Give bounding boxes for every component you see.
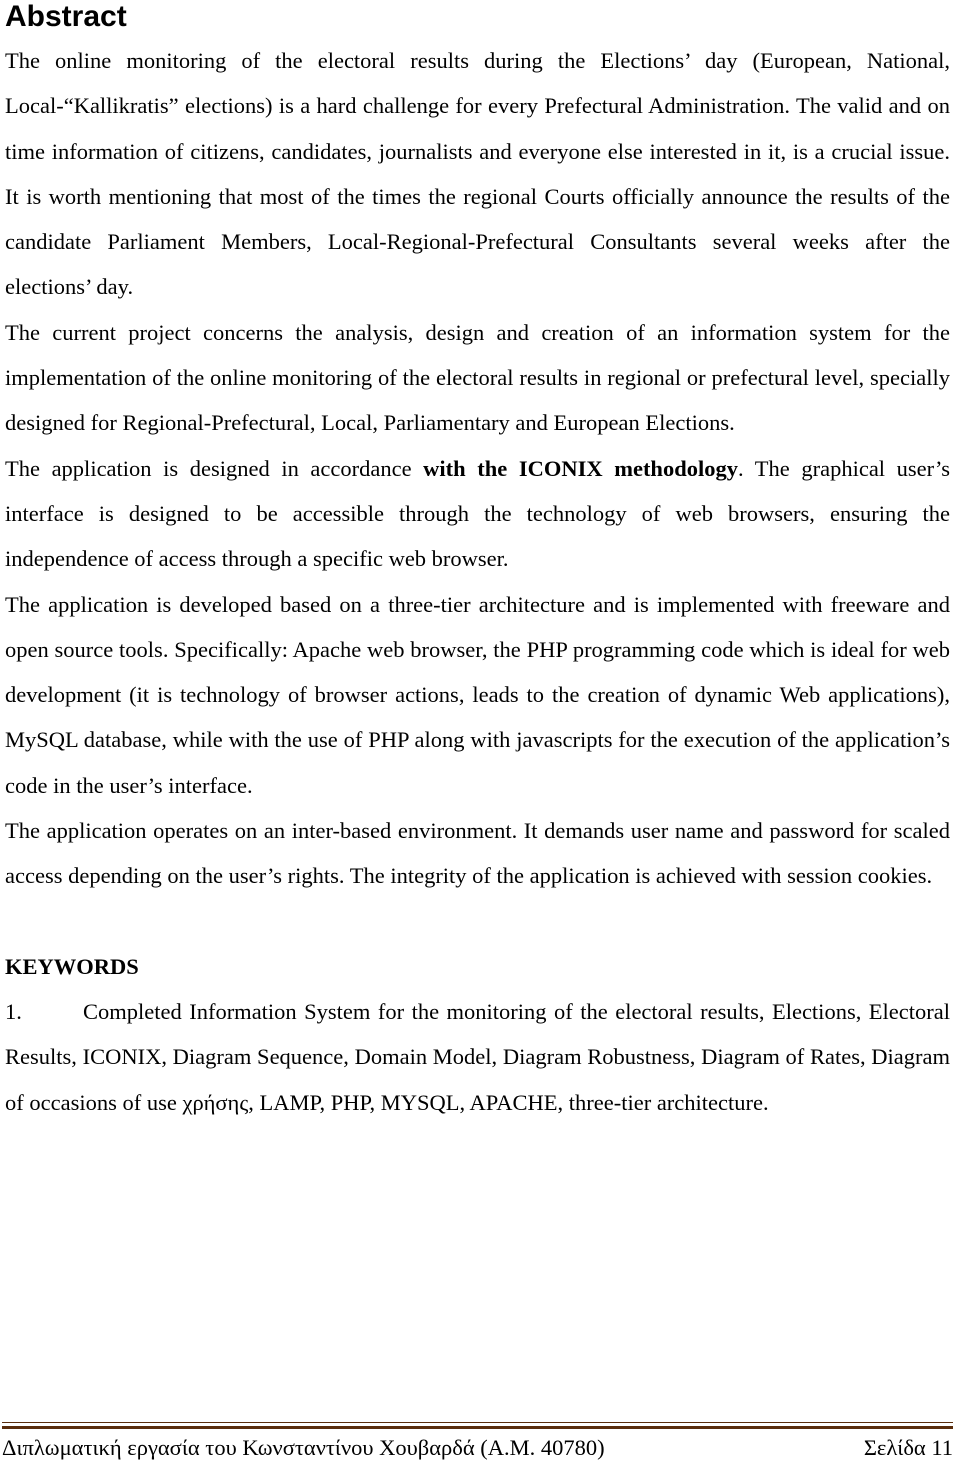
paragraph-text: The current project concerns the analysis, design and creation of an information system for the implementation of the online monitoring of the electoral results in regional or prefectural level, specially designed for Regional-Prefectural, Local, Parliamentary and European Elections. <box>5 319 950 436</box>
page-title: Abstract <box>5 0 127 33</box>
page-footer <box>2 1433 953 1463</box>
abstract-paragraph-1 <box>5 38 950 310</box>
paragraph-text: The application is developed based on a three-tier architecture and is implemented with freeware and open source tools. Specifically: Apache web browser, the PHP programming code which is ideal for web development (it is technology of browser actions, leads to the creation of dynamic Web applications), MySQL database, while with the use of PHP along with javascripts for the execution of the application’s code in the user’s interface. <box>5 591 950 798</box>
footer-divider-thick <box>2 1426 953 1429</box>
abstract-paragraph-2 <box>5 310 950 446</box>
footer-author: Διπλωματική εργασία του Κωνσταντίνου Χουβαρδά (Α.Μ. 40780) <box>2 1435 605 1460</box>
abstract-paragraph-4 <box>5 582 950 808</box>
abstract-paragraph-3 <box>5 446 950 582</box>
document-page <box>5 0 950 1125</box>
paragraph-bold-text: with the ICONIX methodology <box>423 455 738 481</box>
paragraph-text: The application is designed in accordance <box>5 455 424 481</box>
abstract-paragraph-5 <box>5 808 950 899</box>
keywords-heading: KEYWORDS <box>5 953 139 979</box>
paragraph-text: . The graphical user’s interface is designed to be accessible through the technology of web browsers, ensuring the independence of access through a specific web browser. <box>5 455 950 572</box>
keywords-text: Completed Information System for the monitoring of the electoral results, Elections, Electoral Results, ICONIX, Diagram Sequence, Domain Model, Diagram Robustness, Diagram of Rates, Diagram of occasions of use χρήσης, LAMP, PHP, MYSQL, APACHE, three-tier architecture. <box>5 998 950 1115</box>
paragraph-text: The online monitoring of the electoral results during the Elections’ day (European, National, Local-“Kallikratis” elections) is a hard challenge for every Prefectural Administration. The valid and on time information of citizens, candidates, journalists and everyone else interested in it, is a crucial issue. It is worth mentioning that most of the times the regional Courts officially announce the results of the candidate Parliament Members, Local-Regional-Prefectural Consultants several weeks after the elections’ day. <box>5 48 950 300</box>
paragraph-text: The application operates on an inter-based environment. It demands user name and password for scaled access depending on the user’s rights. The integrity of the application is achieved with session cookies. <box>5 818 950 889</box>
keywords-paragraph <box>5 989 950 1125</box>
footer-page-number: Σελίδα 11 <box>863 1435 953 1460</box>
footer-divider-thin <box>2 1422 953 1423</box>
keywords-number: 1. <box>5 998 22 1024</box>
